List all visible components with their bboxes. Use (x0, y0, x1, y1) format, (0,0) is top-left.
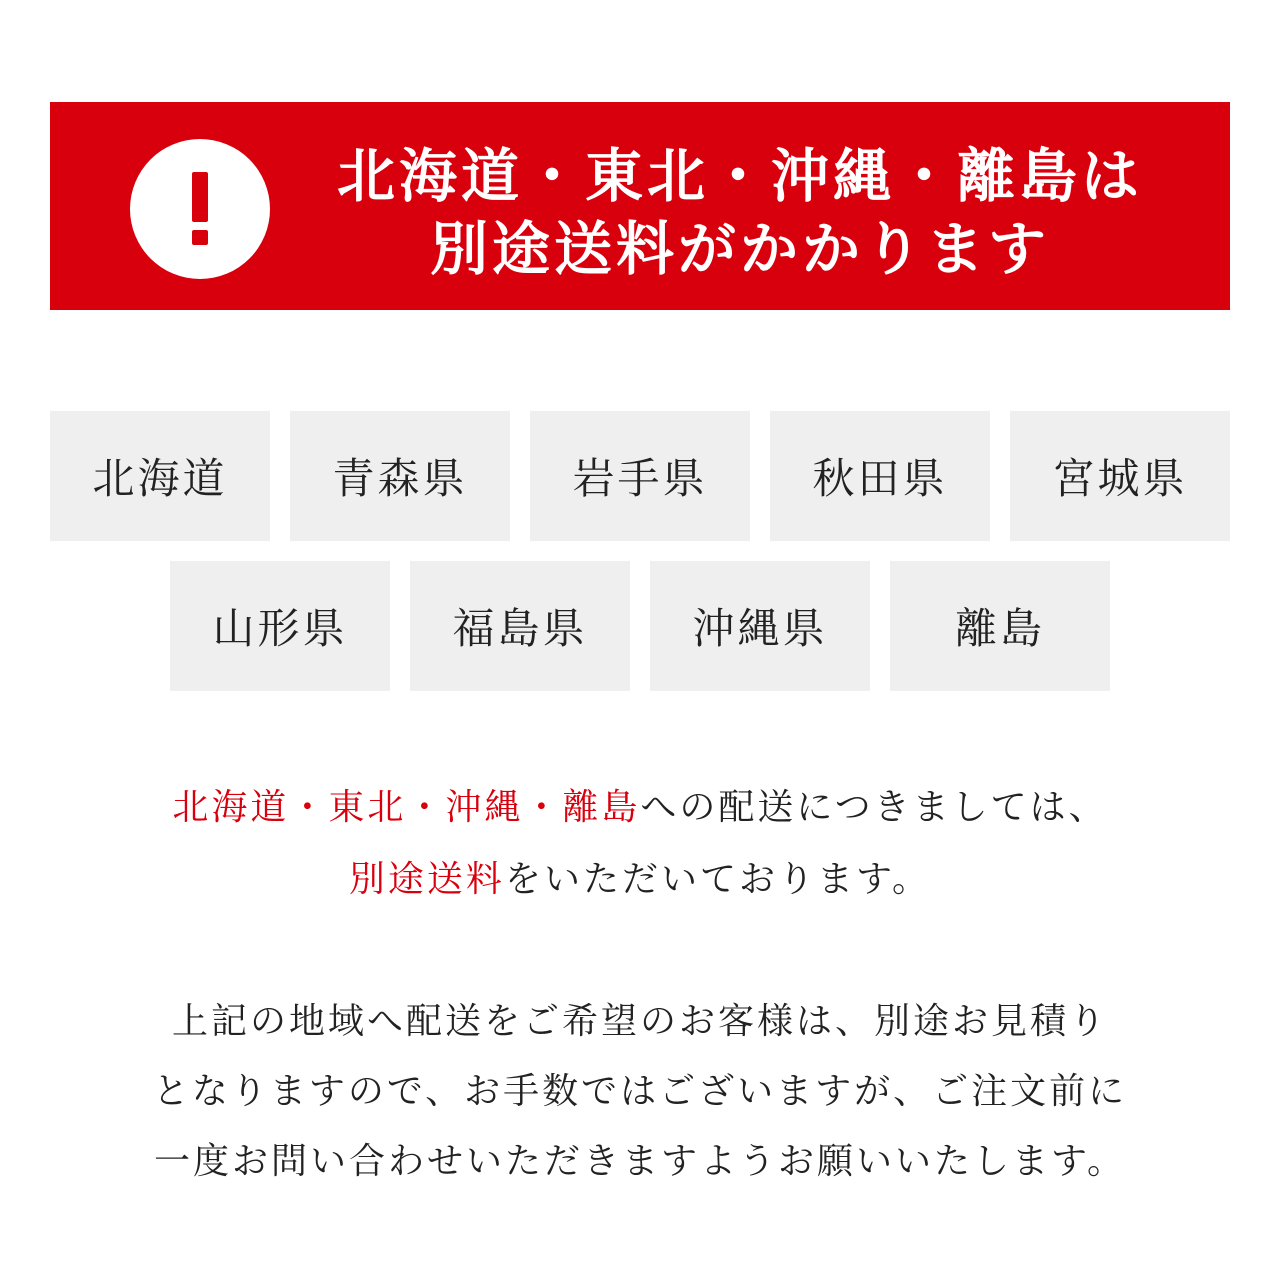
region-tile-yamagata: 山形県 (170, 561, 390, 691)
region-tile-iwate: 岩手県 (530, 411, 750, 541)
inquiry-line: 一度お問い合わせいただきますようお願いいたします。 (153, 1141, 1127, 1182)
exclamation-dot (192, 230, 208, 245)
notice-text: をいただいております。 (504, 859, 932, 900)
banner-title-line1: 北海道・東北・沖縄・離島は (336, 142, 1143, 210)
region-tile-remote-islands: 離島 (890, 561, 1110, 691)
notice-highlight: 別途送料 (348, 859, 505, 900)
exclamation-bar (192, 172, 208, 222)
banner-title-line2: 別途送料がかかります (429, 215, 1050, 283)
notice-text: への配送につきましては、 (640, 787, 1108, 828)
region-tile-miyagi: 宮城県 (1010, 411, 1230, 541)
region-tile-aomori: 青森県 (290, 411, 510, 541)
region-tile-akita: 秋田県 (770, 411, 990, 541)
notice-line (40, 773, 1240, 843)
region-tile-fukushima: 福島県 (410, 561, 630, 691)
inquiry-line: 上記の地域へ配送をご希望のお客様は、別途お見積り (171, 1001, 1108, 1042)
region-tile-okinawa: 沖縄県 (650, 561, 870, 691)
region-tile-hokkaido: 北海道 (50, 411, 270, 541)
notice-line (40, 845, 1240, 915)
notice-highlight: 北海道・東北・沖縄・離島 (172, 787, 641, 828)
exclamation-circle-icon (130, 139, 270, 279)
inquiry-line: となりますので、お手数ではございますが、ご注文前に (152, 1071, 1128, 1112)
